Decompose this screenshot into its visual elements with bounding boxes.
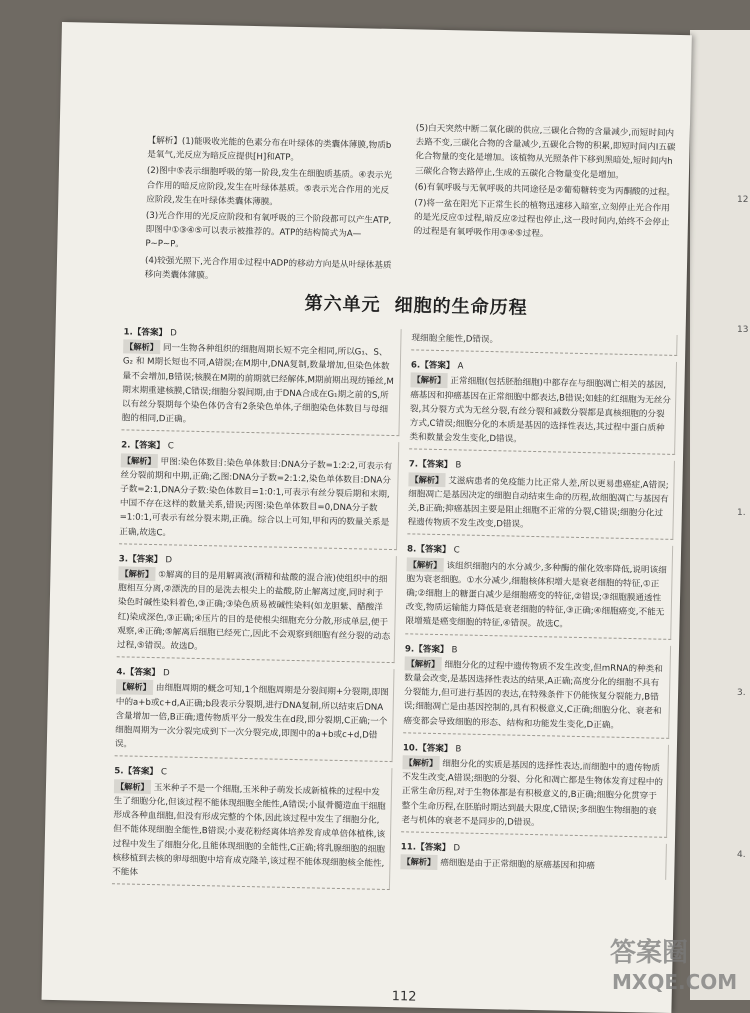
top-left-title-line: 【解析】(1)能吸收光能的色素分布在叶绿体的类囊体薄膜,物质b是氧气,光反应为暗反应提供[H]和ATP。 xyxy=(147,135,392,164)
answer-item xyxy=(409,357,677,456)
analysis-label: 【解析】 xyxy=(400,855,437,870)
item-number: 6. xyxy=(410,360,421,371)
top-left-line: (4)较强光照下,光合作用①过程中ADP的移动方向是从叶绿体基质移向类囊体薄膜。 xyxy=(144,255,392,282)
analysis-text: 现细胞全能性,D错误。 xyxy=(411,333,499,346)
analysis-text: 艾滋病患者的免疫能力比正常人差,所以更易患癌症,A错误;细胞凋亡是基因决定的细胞自动结束生命的历程,故细胞凋亡与基因有关,B正确;抑癌基因主要是阻止细胞不正常的分裂,C错误;细胞分化过程遗传物质不发生改变,D错误。 xyxy=(407,475,669,531)
analysis-text: 细胞分化的过程中遗传物质不发生改变,但mRNA的种类和数量会改变,是基因选择性表达的结果,A正确;高度分化的细胞不具有分裂能力,但可进行基因的表达,在特殊条件下仍能恢复分裂能力,B错误;细胞凋亡是由基因控制的,具有积极意义,C正确;细胞分化、衰老和癌变都会导致细胞的形态、结构和功能发生变化,D正确。 xyxy=(403,660,663,731)
item-number: 7. xyxy=(408,459,419,470)
watermark-line1: 答案圈 xyxy=(610,938,689,968)
answer-label: 【答案】 xyxy=(414,644,449,655)
answer-item xyxy=(117,550,397,663)
analysis-label: 【解析】 xyxy=(404,656,441,671)
answer-value: C xyxy=(453,545,460,556)
answer-value: D xyxy=(165,555,173,566)
analysis-text: 甲图:染色体数目:染色单体数目:DNA分子数=1:2:2,可表示有丝分裂前期和中期,正确;乙图:DNA分子数=2:1:2,染色单体数目:DNA分子数=2:1,DNA分子数:染色体数目=1:0:1,可表示有丝分裂后期和末期,中国不存在这样的数量关系,错误;丙图:染色单体数目=0,DNA分子数=1:0:1,可表示有丝分裂末期,正确。综合以上可知,甲和丙的数量关系是正确,故选C。 xyxy=(119,456,393,539)
answer-label: 【答案】 xyxy=(127,554,163,566)
answer-label: 【答案】 xyxy=(416,544,451,556)
item-number: 5. xyxy=(114,766,124,777)
answer-value: B xyxy=(451,644,458,656)
analysis-text: 细胞分化的实质是基因的选择性表达,而细胞中的遗传物质不发生改变,A错误;细胞的分裂、分化和凋亡都是生物体发育过程中的正常生命历程,对于生物体都是有积极意义的,B正确;细胞分化贯穿于整个生命历程,在胚胎时期达到最大限度,C错误;多细胞生物细胞的衰老与机体的衰老不是同步的,D错误。 xyxy=(401,759,664,829)
watermark-line2: MXQE.COM xyxy=(612,970,738,994)
answer-label: 【答案】 xyxy=(417,743,453,755)
top-left-line: (2)图中⑤表示细胞呼吸的第一阶段,发生在细胞质基质。④表示光合作用的暗反应阶段,发生在叶绿体基质。⑤表示光合作用的光反应阶段,发生在叶绿体类囊体薄膜。 xyxy=(146,166,393,208)
answer-item-continued xyxy=(411,329,677,356)
left-answer-column xyxy=(112,323,402,896)
answer-item xyxy=(403,640,671,739)
top-right-analysis xyxy=(413,121,677,246)
analysis-text: 由细胞周期的概念可知,1个细胞周期是分裂间期+分裂期,即图中的a+b或c+d,A正确;b段表示分裂期,进行DNA复制,所以结束后DNA含量增加一倍,B正确;遗传物质平分一般发生在d段,即分裂期,C正确;一个细胞周期为一次分裂完成到下一次分裂完成,即图中的a+b或c+d,D错误。 xyxy=(114,683,389,750)
item-number: 4. xyxy=(116,667,126,678)
answer-value: D xyxy=(170,328,177,339)
analysis-text: 癌细胞是由于正常细胞的原癌基因和抑癌 xyxy=(440,858,596,872)
analysis-text: 该组织细胞内的水分减少,多种酶的催化效率降低,说明该细胞为衰老细胞。①水分减少,细胞核体积增大是衰老细胞的特征,①正确;②细胞上的糖蛋白减少是细胞癌变的特征,②错误;③细胞膜通透性改变,物质运输能力降低是衰老细胞的特征,③正确;④细胞癌变,不能无限增殖是癌变细胞的特征,④错误。故选C。 xyxy=(405,560,667,631)
answer-item xyxy=(405,541,673,640)
answer-label: 【答案】 xyxy=(130,440,165,452)
top-right-line: (7)将一盆在阳光下正常生长的植物迅速移入暗室,立刻停止光合作用的是光反应①过程,暗反应②过程也停止,这一段时间内,始终不会停止的过程是有氧呼吸作用③④⑤过程。 xyxy=(413,198,670,240)
watermark-logo xyxy=(606,927,746,997)
answer-item xyxy=(401,739,669,838)
answer-item xyxy=(407,456,675,541)
edge-mark: 13 xyxy=(737,325,749,335)
item-number: 3. xyxy=(118,554,129,565)
answer-value: A xyxy=(457,361,464,372)
edge-mark: 4. xyxy=(737,850,746,860)
answer-value: C xyxy=(167,441,174,452)
answer-item xyxy=(121,323,401,436)
item-number: 2. xyxy=(121,440,131,451)
answer-label: 【答案】 xyxy=(125,667,161,679)
analysis-label: 【解析】 xyxy=(123,340,160,355)
top-left-analysis xyxy=(145,134,398,289)
item-number: 1. xyxy=(123,327,133,338)
analysis-label: 【解析】 xyxy=(407,557,444,572)
answer-value: D xyxy=(453,843,461,854)
top-right-line: (5)白天突然中断二氧化碳的供应,三碳化合物的含量减少,而短时间内去路不变,三碳化合物的含量减少,五碳化合物的积累,即短时间内Ⅰ五碳化合物量的变化是增加。该植物从光照条件下移到黑暗处,短时间内h三碳化合物去路停止,生成的五碳化合物量变化是增加。 xyxy=(414,123,676,181)
book-page xyxy=(42,22,692,1013)
top-right-line: (6)有氧呼吸与无氧呼吸的共同途径是②葡萄糖转变为丙酮酸的过程。 xyxy=(414,182,676,198)
analysis-label: 【解析】 xyxy=(410,373,447,388)
analysis-text: ①解离的目的是用解离液(酒精和盐酸的混合液)使组织中的细胞相互分离,②漂洗的目的是洗去根尖上的盐酸,防止解离过度,同时利于染色时碱性染料着色,③正确;③染色质易被碱性染料(如龙胆紫、醋酸洋红)染成深色,③正确;④压片的目的是使根尖细胞充分分散,形成单层,便于观察,④正确;⑤解离后细胞已经死亡,因此不会观察到细胞有丝分裂的动态过程,⑤错误。故选D。 xyxy=(116,570,391,653)
edge-mark: 12 xyxy=(737,195,749,205)
analysis-label: 【解析】 xyxy=(408,472,445,487)
analysis-label: 【解析】 xyxy=(116,680,153,695)
unit-name: 细胞的生命历程 xyxy=(394,295,528,319)
analysis-label: 【解析】 xyxy=(402,755,439,770)
analysis-text: 正常细胞(包括胚胎细胞)中都存在与细胞凋亡相关的基因,癌基因和抑癌基因在正常细胞中都表达,B错误;如蛙的红细胞为无丝分裂,其分裂方式为无丝分裂,有丝分裂和减数分裂都是真核细胞的分裂方式,C错误;细胞分化的本质是基因的选择性表达,其过程中蛋白质种类和数量会发生变化,D错误。 xyxy=(409,376,672,445)
answer-item xyxy=(119,437,399,550)
answer-value: B xyxy=(455,744,462,755)
answer-item xyxy=(115,664,395,763)
item-number: 9. xyxy=(404,643,415,655)
analysis-label: 【解析】 xyxy=(118,566,155,581)
answer-label: 【答案】 xyxy=(420,360,455,372)
unit-number: 第六单元 xyxy=(304,293,381,316)
answer-item xyxy=(400,838,667,879)
analysis-label: 【解析】 xyxy=(121,453,158,468)
answer-item xyxy=(112,763,392,890)
answer-label: 【答案】 xyxy=(415,842,451,854)
top-left-line: (3)光合作用的光反应阶段和有氧呼吸的三个阶段都可以产生ATP,即图中①③④⑤可以表示被推荐的。ATP的结构简式为A—P~P~P。 xyxy=(145,210,392,251)
unit-title xyxy=(266,288,566,320)
answer-value: C xyxy=(160,767,168,778)
answer-label: 【答案】 xyxy=(123,766,159,778)
item-number: 8. xyxy=(406,544,417,555)
analysis-label: 【解析】 xyxy=(114,779,151,794)
answer-label: 【答案】 xyxy=(132,327,168,339)
answer-value: D xyxy=(162,668,170,679)
edge-mark: 1. xyxy=(737,508,746,518)
analysis-text: 同一生物各种组织的细胞周期长短不完全相同,所以G₁、S、G₂ 和 M期长短也不同,A错误;在M期中,DNA复制,数量增加,但染色体数量不会增加,B错误;核膜在M期的前期就已经解体,M期前期出现纺锤丝,M期末期重建核膜,C错误;细胞分裂间期,由于DNA合成在G₁期之前的S,所以有丝分裂期每个染色体仍含有2条染色单体,子细胞染色体数目与母细胞的相同,D正确。 xyxy=(121,343,394,426)
edge-mark: 3. xyxy=(737,688,746,698)
page-number: 112 xyxy=(391,989,417,1005)
answer-label: 【答案】 xyxy=(417,459,453,471)
right-answer-column xyxy=(400,329,677,885)
item-number: 11. xyxy=(400,842,417,853)
answer-value: B xyxy=(455,460,462,471)
analysis-text: 玉米种子不是一个细胞,玉米种子萌发长成新植株的过程中发生了细胞分化,但该过程不能体现细胞全能性,A错误;小鼠骨髓造血干细胞形成各种血细胞,但没有形成完整的个体,因此该过程中发生了细胞分化,但不能体现细胞全能性,B错误;小麦花粉经离体培养发育成单倍体植株,该过程中发生了细胞分化,且能体现细胞的全能性,C正确;将乳腺细胞的细胞核移植到去核的卵母细胞中培育成克隆羊,该过程不能体现细胞核全能性,不能体 xyxy=(112,782,386,878)
item-number: 10. xyxy=(402,743,419,754)
